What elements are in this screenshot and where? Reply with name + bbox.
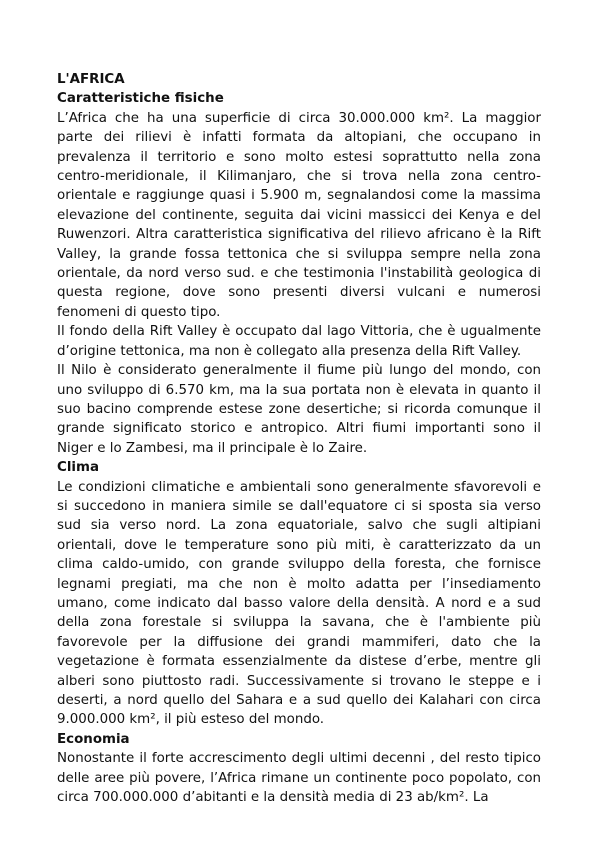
document-title: L'AFRICA bbox=[57, 72, 125, 87]
paragraph-clima: Le condizioni climatiche e ambientali sono generalmente sfavorevoli e si succedono in maniera simile se dall'equatore ci si sposta sia verso sud sia verso nord. La zona equatoriale, salvo che sugli altipiani orientali, dove le temperature sono più miti, è caratterizzato da un clima caldo-umido, con grande sviluppo della foresta, che fornisce legnami pregiati, ma che non è molto adatta per l’insediamento umano, come indicato dal basso valore della densità. A nord e a sud della zona forestale si sviluppa la savana, che è l'ambiente più favorevole per la diffusione dei grandi mammiferi, dato che la vegetazione è formata essenzialmente da distese d’erbe, mentre gli alberi sono piuttosto radi. Successivamente si trovano le steppe e i deserti, a nord quello del Sahara e a sud quello dei Kalahari con circa 9.000.000 km², il più esteso del mondo. bbox=[57, 479, 541, 728]
paragraph-nilo: Il Nilo è considerato generalmente il fiume più lungo del mondo, con uno sviluppo di 6.570 km, ma la sua portata non è elevata in quanto il suo bacino comprende estese zone desertiche; si ricorda comunque il grande significato storico e antropico. Altri fiumi importanti sono il Niger e lo Zambesi, ma il principale è lo Zaire. bbox=[57, 363, 541, 456]
section-heading-clima: Clima bbox=[57, 460, 99, 476]
paragraph-lago-vittoria: Il fondo della Rift Valley è occupato dal lago Vittoria, che è ugualmente d’origine tettonica, ma non è collegato alla presenza della Rift Valley. bbox=[57, 324, 541, 359]
paragraph-economia: Nonostante il forte accrescimento degli ultimi decenni , del resto tipico delle aree più povere, l’Africa rimane un continente poco popolato, con circa 700.000.000 d’abitanti e la densità media di 23 ab/km². La bbox=[57, 751, 541, 806]
document-page bbox=[57, 70, 541, 807]
section-heading-caratteristiche-fisiche: Caratteristiche fisiche bbox=[57, 91, 224, 107]
section-heading-economia: Economia bbox=[57, 731, 130, 747]
paragraph-africa-rilievi: L’Africa che ha una superficie di circa 30.000.000 km². La maggior parte dei rilievi è infatti formata da altopiani, che occupano in prevalenza il territorio e sono molto estesi soprattutto nella zona centro-meridionale, il Kilimanjaro, che si trova nella zona centro-orientale e raggiunge quasi i 5.900 m, segnalandosi come la massima elevazione del continente, seguita dai vicini massicci dei Kenya e del Ruwenzori. Altra caratteristica significativa del rilievo africano è la Rift Valley, la grande fossa tettonica che si sviluppa sempre nella zona orientale, da nord verso sud. e che testimonia l'instabilità geologica di questa regione, dove sono presenti diversi vulcani e numerosi fenomeni di questo tipo. bbox=[57, 110, 541, 320]
